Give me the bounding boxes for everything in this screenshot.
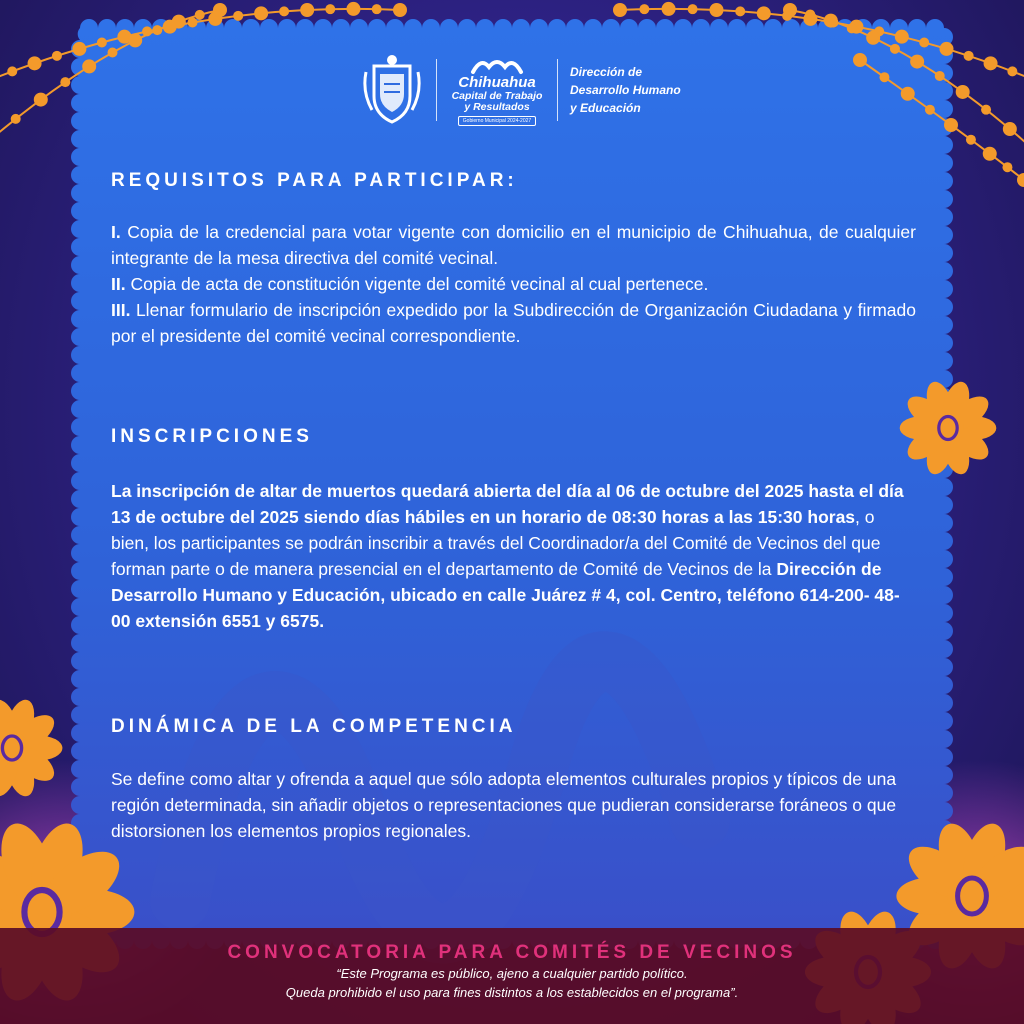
requisitos-heading: REQUISITOS PARA PARTICIPAR: (111, 170, 518, 191)
requisito-number: II. (111, 274, 126, 294)
department-name (570, 63, 710, 117)
dinamica-paragraph: Se define como altar y ofrenda a aquel que sólo adopta elementos culturales propios y típicos de una región determinada, sin añadir objetos o representaciones que pudieran considerarse foráneos o que distorsionen los elementos propios regionales. (111, 769, 897, 841)
logo-divider (436, 59, 437, 121)
requisito-number: III. (111, 300, 131, 320)
header-logos (360, 50, 710, 130)
requisito-item (111, 219, 916, 271)
requisito-item (111, 297, 916, 349)
brand-subtitle-2: y Resultados (464, 100, 530, 113)
footer-title: CONVOCATORIA PARA COMITÉS DE VECINOS (227, 942, 797, 963)
footer-disclaimer-line: Queda prohibido el uso para fines distintos a los establecidos en el programa”. (285, 985, 739, 1000)
inscripciones-heading: INSCRIPCIONES (111, 426, 313, 447)
footer (0, 928, 1024, 1024)
requisito-text: Copia de acta de constitución vigente del comité vecinal al cual pertenece. (130, 274, 709, 294)
requisito-text: Llenar formulario de inscripción expedido por la Subdirección de Organización Ciudadana y firmado por el presidente del comité vecinal correspondiente. (111, 300, 916, 346)
inscripciones-address: Dirección de Desarrollo Humano y Educación, ubicado en calle Juárez # 4, col. Centro, teléfono 614-200- 48-00 extensión 6551 y 6575. (111, 559, 900, 631)
coat-of-arms-icon (360, 52, 424, 128)
brand-name: Chihuahua (458, 73, 536, 91)
dinamica-heading: DINÁMICA DE LA COMPETENCIA (111, 716, 517, 737)
department-line: Desarrollo Humano (570, 83, 681, 97)
requisitos-list (111, 219, 916, 349)
brand-logo (449, 55, 545, 126)
inscripciones-bold-text: La inscripción de altar de muertos quedará abierta del día al 06 de octubre del 2025 hasta el día 13 de octubre del 2025 siendo días hábiles en un horario de 08:30 horas a las 15:30 horas (111, 481, 904, 527)
requisito-number: I. (111, 222, 121, 242)
chihuahua-brand-icon (469, 55, 525, 75)
inscripciones-text: , o bien, los participantes se podrán inscribir a través del Coordinador/a del Comité de Vecinos del que forman parte o de manera presencial en el departamento de Comité de Vecinos de la (111, 507, 881, 579)
department-line: y Educación (570, 101, 641, 115)
department-line: Dirección de (570, 65, 643, 79)
footer-disclaimer-line: “Este Programa es público, ajeno a cualquier partido político. (336, 966, 688, 981)
logo-divider (557, 59, 558, 121)
requisito-item (111, 271, 916, 297)
brand-subtitle-1: Capital de Trabajo (451, 89, 543, 102)
inscripciones-paragraph (111, 478, 916, 634)
requisito-text: Copia de la credencial para votar vigente con domicilio en el municipio de Chihuahua, de cualquier integrante de la mesa directiva del comité vecinal. (111, 222, 916, 268)
brand-badge: Gobierno Municipal 2024-2027 (458, 116, 536, 126)
